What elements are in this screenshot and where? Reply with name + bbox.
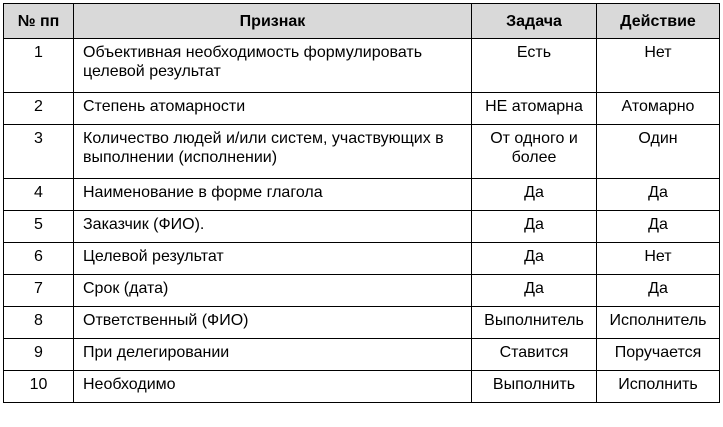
header-task: Задача bbox=[472, 4, 597, 39]
cell-task: Да bbox=[472, 211, 597, 243]
table-row bbox=[4, 211, 720, 243]
table-row bbox=[4, 275, 720, 307]
cell-num: 4 bbox=[4, 179, 74, 211]
cell-feature: Срок (дата) bbox=[74, 275, 472, 307]
cell-num: 7 bbox=[4, 275, 74, 307]
cell-feature: Заказчик (ФИО). bbox=[74, 211, 472, 243]
header-feature: Признак bbox=[74, 4, 472, 39]
cell-feature: Целевой результат bbox=[74, 243, 472, 275]
cell-action: Исполнитель bbox=[597, 307, 720, 339]
cell-action: Да bbox=[597, 275, 720, 307]
cell-task: Есть bbox=[472, 39, 597, 93]
cell-task: От одного и более bbox=[472, 125, 597, 179]
cell-action: Исполнить bbox=[597, 371, 720, 403]
header-action: Действие bbox=[597, 4, 720, 39]
cell-task: НЕ атомарна bbox=[472, 93, 597, 125]
cell-feature: Количество людей и/или систем, участвующих в выполнении (исполнении) bbox=[74, 125, 472, 179]
cell-feature: Необходимо bbox=[74, 371, 472, 403]
cell-action: Нет bbox=[597, 39, 720, 93]
cell-task: Ставится bbox=[472, 339, 597, 371]
cell-feature: Степень атомарности bbox=[74, 93, 472, 125]
table-row bbox=[4, 243, 720, 275]
table-row bbox=[4, 339, 720, 371]
table-row bbox=[4, 39, 720, 93]
cell-task: Да bbox=[472, 179, 597, 211]
cell-action: Нет bbox=[597, 243, 720, 275]
header-num: № пп bbox=[4, 4, 74, 39]
cell-num: 3 bbox=[4, 125, 74, 179]
cell-feature: Объективная необходимость формулировать целевой результат bbox=[74, 39, 472, 93]
cell-num: 1 bbox=[4, 39, 74, 93]
cell-action: Да bbox=[597, 179, 720, 211]
header-row bbox=[4, 4, 720, 39]
cell-feature: Наименование в форме глагола bbox=[74, 179, 472, 211]
cell-num: 10 bbox=[4, 371, 74, 403]
table-row bbox=[4, 93, 720, 125]
comparison-table bbox=[3, 3, 720, 403]
table-row bbox=[4, 307, 720, 339]
table-row bbox=[4, 125, 720, 179]
cell-feature: При делегировании bbox=[74, 339, 472, 371]
cell-action: Да bbox=[597, 211, 720, 243]
cell-action: Атомарно bbox=[597, 93, 720, 125]
cell-num: 6 bbox=[4, 243, 74, 275]
cell-task: Да bbox=[472, 275, 597, 307]
cell-action: Один bbox=[597, 125, 720, 179]
table-row bbox=[4, 179, 720, 211]
cell-feature: Ответственный (ФИО) bbox=[74, 307, 472, 339]
cell-task: Выполнитель bbox=[472, 307, 597, 339]
cell-num: 2 bbox=[4, 93, 74, 125]
cell-num: 5 bbox=[4, 211, 74, 243]
table-row bbox=[4, 371, 720, 403]
cell-num: 8 bbox=[4, 307, 74, 339]
cell-action: Поручается bbox=[597, 339, 720, 371]
cell-num: 9 bbox=[4, 339, 74, 371]
cell-task: Да bbox=[472, 243, 597, 275]
cell-task: Выполнить bbox=[472, 371, 597, 403]
